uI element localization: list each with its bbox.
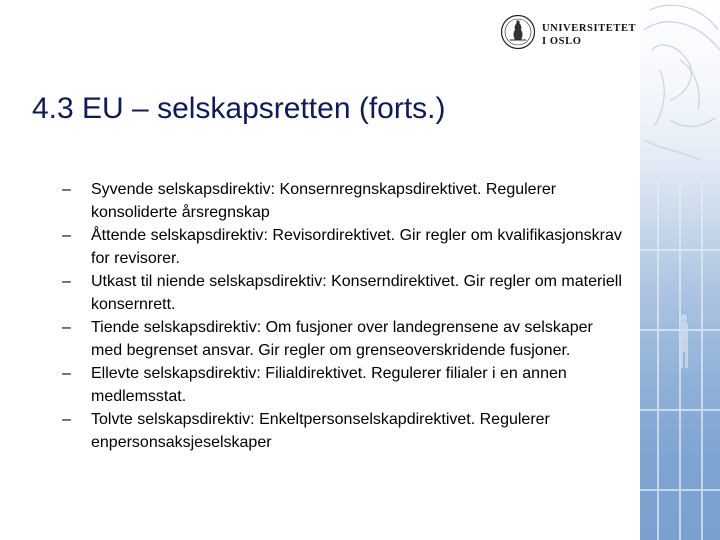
- bullet-text: Tolvte selskapsdirektiv: Enkeltpersonselskapdirektivet. Regulerer enpersonsaksjeselskaper: [91, 411, 550, 451]
- bullet-text: Syvende selskapsdirektiv: Konsernregnskapsdirektivet. Regulerer konsoliderte årsregnskap: [91, 181, 557, 221]
- university-seal-icon: [500, 14, 536, 50]
- bullet-dash: –: [62, 411, 71, 428]
- logo-text-line2: I OSLO: [542, 36, 582, 47]
- bullet-list: [62, 178, 622, 454]
- apollo-relief-graphic: [640, 0, 720, 540]
- slide-title: 4.3 EU – selskapsretten (forts.): [32, 92, 446, 125]
- bullet-item: [62, 316, 622, 362]
- bullet-dash: –: [62, 273, 71, 290]
- bullet-dash: –: [62, 181, 71, 198]
- bullet-dash: –: [62, 365, 71, 382]
- bullet-text: Åttende selskapsdirektiv: Revisordirektivet. Gir regler om kvalifikasjonskrav for revisorer.: [91, 227, 622, 267]
- bullet-text: Utkast til niende selskapsdirektiv: Konserndirektivet. Gir regler om materiell konsernrett.: [91, 273, 622, 313]
- bullet-item: [62, 224, 622, 270]
- bullet-dash: –: [62, 319, 71, 336]
- bullet-item: [62, 362, 622, 408]
- bullet-item: [62, 408, 622, 454]
- bullet-item: [62, 178, 622, 224]
- university-logo: [500, 14, 640, 54]
- bullet-text: Tiende selskapsdirektiv: Om fusjoner over landegrensene av selskaper med begrenset ansvar. Gir regler om grenseoverskridende fusjoner.: [91, 319, 593, 359]
- decorative-side-panel: [640, 0, 720, 540]
- logo-text-line1: UNIVERSITETET: [542, 23, 637, 34]
- bullet-item: [62, 270, 622, 316]
- bullet-text: Ellevte selskapsdirektiv: Filialdirektivet. Regulerer filialer i en annen medlemsstat.: [91, 365, 567, 405]
- bullet-dash: –: [62, 227, 71, 244]
